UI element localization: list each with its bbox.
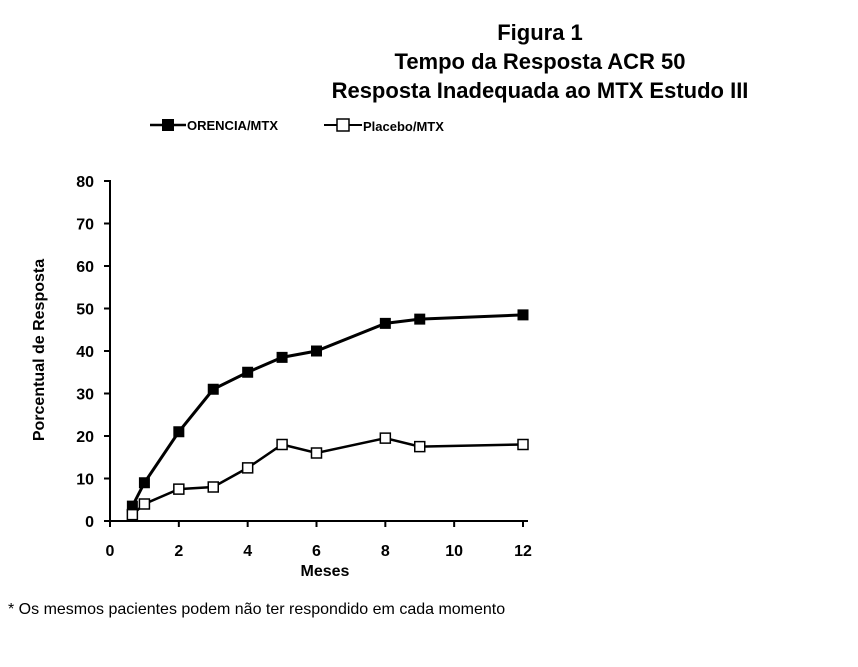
data-point-series-1	[380, 433, 390, 443]
data-point-series-1	[208, 482, 218, 492]
x-tick-label: 2	[174, 543, 184, 560]
data-point-series-1	[174, 484, 184, 494]
series-layer	[127, 310, 528, 520]
data-point-series-1	[312, 448, 322, 458]
legend-marker-placebo	[337, 119, 349, 131]
legend-marker-orencia	[162, 119, 174, 131]
legend-item-orencia	[150, 118, 278, 133]
data-point-series-1	[243, 463, 253, 473]
data-point-series-0	[277, 352, 287, 362]
y-axis-label: Porcentual de Resposta	[31, 258, 48, 442]
y-tick-label: 10	[76, 471, 94, 489]
data-point-series-0	[243, 367, 253, 377]
y-tick-label: 50	[76, 301, 94, 319]
data-point-series-0	[518, 310, 528, 320]
data-point-series-1	[415, 442, 425, 452]
y-tick-label: 20	[76, 429, 94, 446]
x-tick-label: 12	[514, 543, 532, 560]
legend-label-orencia: ORENCIA/MTX	[187, 118, 278, 133]
x-tick-label: 8	[380, 543, 390, 560]
chart-title-line-2: Tempo da Resposta ACR 50	[394, 49, 686, 74]
x-tick-label: 10	[445, 543, 464, 560]
series-line-0	[132, 315, 523, 506]
y-tick-label: 70	[76, 216, 94, 234]
series-line-1	[132, 438, 523, 515]
data-point-series-1	[139, 499, 149, 509]
y-tick-label: 0	[85, 514, 94, 531]
x-axis-label: Meses	[300, 563, 350, 580]
data-point-series-0	[208, 384, 218, 394]
y-tick-label: 30	[76, 386, 94, 404]
y-tick-label: 60	[76, 259, 94, 276]
data-point-series-0	[174, 427, 184, 437]
data-point-series-1	[127, 510, 137, 520]
legend-label-placebo: Placebo/MTX	[363, 119, 444, 134]
x-tick-label: 6	[312, 543, 321, 560]
data-point-series-0	[312, 346, 322, 356]
legend	[150, 118, 444, 134]
y-tick-label: 40	[76, 344, 94, 361]
data-point-series-0	[380, 318, 390, 328]
x-tick-label: 0	[105, 543, 115, 560]
data-point-series-1	[518, 440, 528, 450]
legend-item-placebo	[324, 119, 444, 134]
y-tick-label: 80	[76, 174, 94, 191]
chart-title-line-1: Figura 1	[497, 20, 583, 45]
x-tick-label: 4	[243, 543, 253, 560]
footnote: * Os mesmos pacientes podem não ter respondido em cada momento	[8, 601, 506, 618]
data-point-series-0	[415, 314, 425, 324]
chart-title-line-3: Resposta Inadequada ao MTX Estudo III	[331, 78, 749, 103]
data-point-series-0	[139, 478, 149, 488]
data-point-series-1	[277, 440, 287, 450]
